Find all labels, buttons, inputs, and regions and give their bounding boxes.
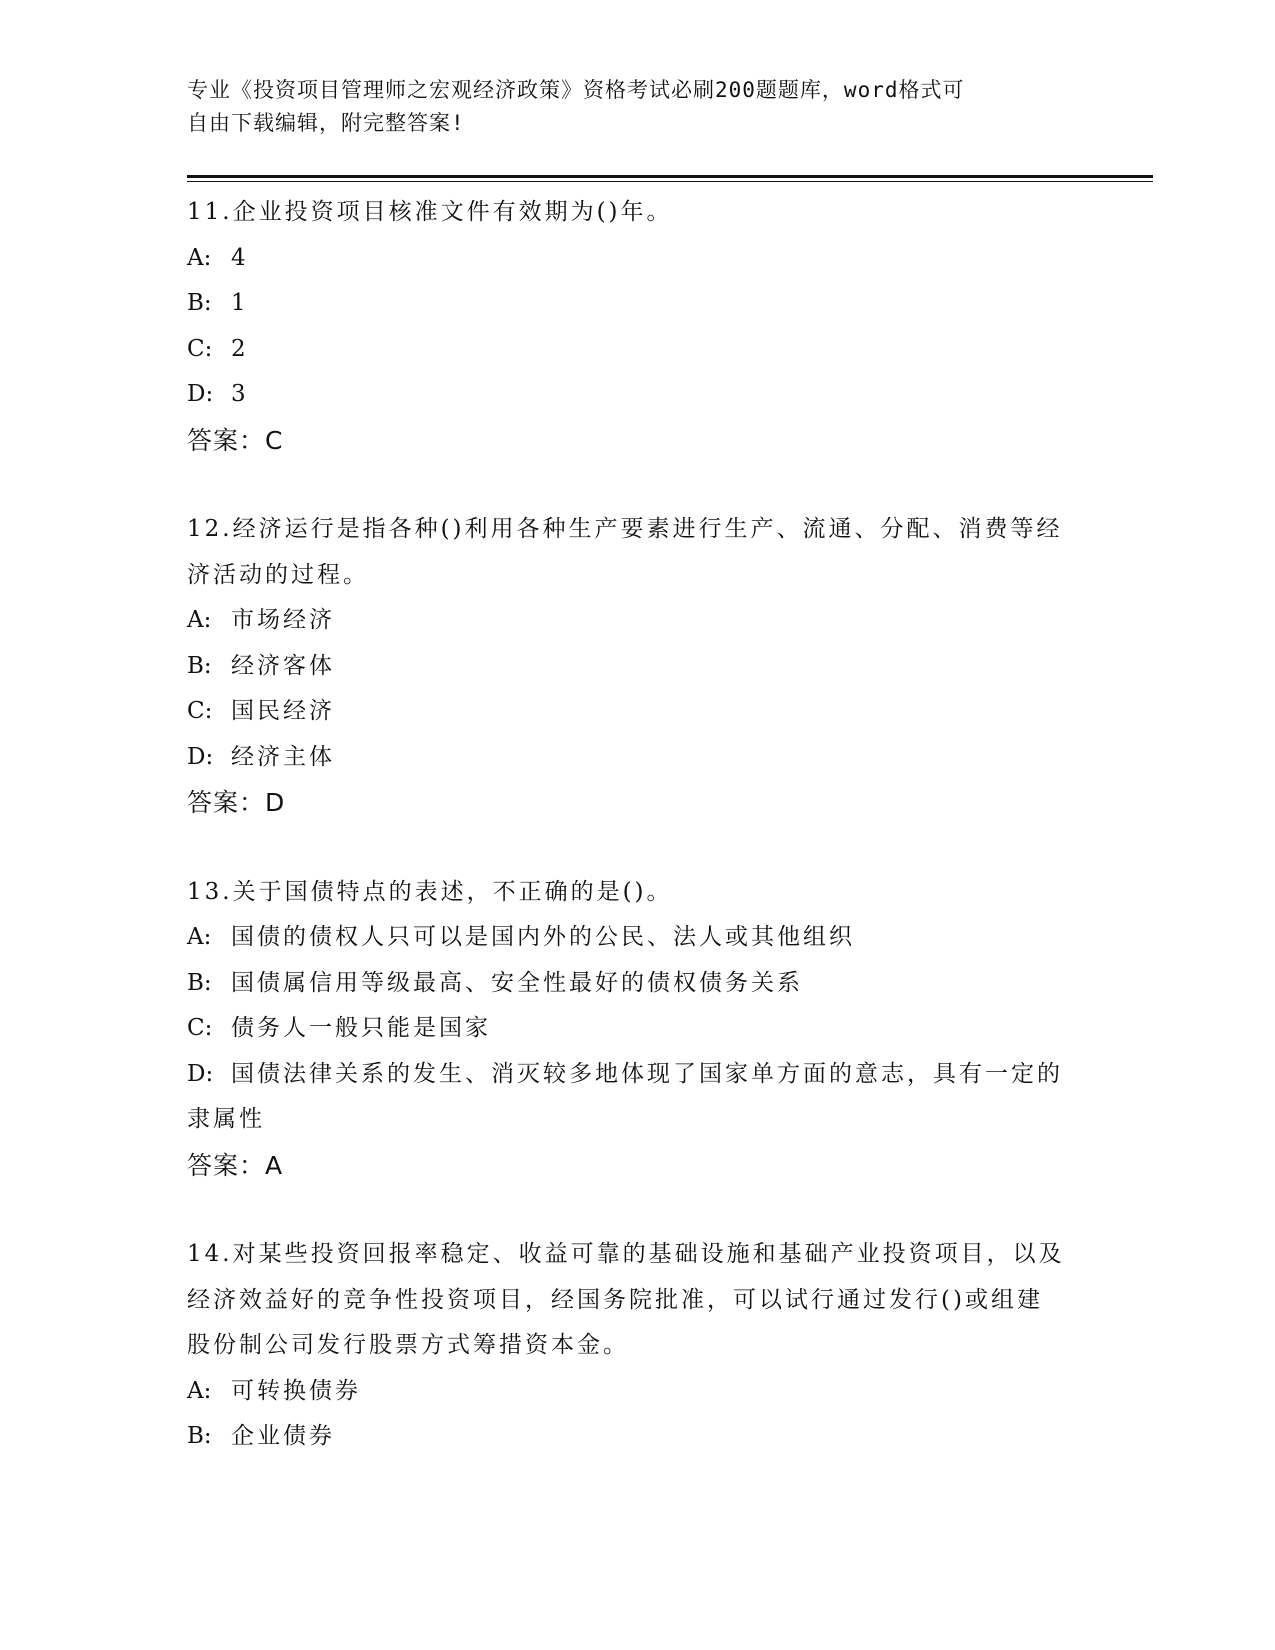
option-b (187, 281, 1067, 327)
answer-line: 答案：C (187, 425, 284, 455)
header-line-1: 专业《投资项目管理师之宏观经济政策》资格考试必刷200题题库，word格式可 (187, 78, 965, 102)
option-text: 国债属信用等级最高、安全性最好的债权债务关系 (231, 969, 803, 996)
option-text: 4 (231, 244, 249, 271)
option-key: A: (187, 924, 212, 950)
question-11 (187, 190, 1067, 463)
option-key: D: (187, 1060, 214, 1087)
question-stem: 14.对某些投资回报率稳定、收益可靠的基础设施和基础产业投资项目，以及经济效益好的竞争性投资项目，经国务院批准，可以试行通过发行()或组建股份制公司发行股票方式筹措资本金。 (187, 1241, 1065, 1358)
option-key: C: (187, 335, 213, 362)
option-key: A: (187, 244, 212, 271)
option-b (187, 1414, 1067, 1460)
answer-line: 答案：D (187, 788, 286, 817)
option-c (187, 327, 1067, 373)
option-text: 经济主体 (231, 743, 335, 770)
option-key: C: (187, 698, 213, 724)
option-a (187, 1369, 1067, 1415)
question-stem: 11.企业投资项目核准文件有效期为()年。 (187, 199, 673, 225)
option-text: 债务人一般只能是国家 (231, 1015, 491, 1041)
option-text: 2 (231, 335, 249, 362)
option-d (187, 1052, 1067, 1143)
option-text: 经济客体 (231, 652, 335, 679)
question-stem: 13.关于国债特点的表述，不正确的是()。 (187, 878, 673, 905)
option-a (187, 598, 1067, 644)
option-key: B: (187, 652, 212, 679)
option-key: D: (187, 381, 214, 407)
option-text: 可转换债券 (231, 1377, 361, 1404)
option-c (187, 1006, 1067, 1052)
option-key: B: (187, 969, 212, 996)
option-text: 国债的债权人只可以是国内外的公民、法人或其他组织 (231, 924, 855, 950)
option-key: A: (187, 607, 212, 633)
question-12 (187, 507, 1067, 826)
option-d (187, 372, 1067, 418)
option-a (187, 236, 1067, 282)
question-list (187, 190, 1067, 1504)
option-key: B: (187, 1423, 212, 1449)
question-13 (187, 870, 1067, 1189)
question-14 (187, 1232, 1067, 1460)
answer-line: 答案：A (187, 1150, 284, 1180)
document-header (187, 74, 1067, 140)
option-text: 国民经济 (231, 698, 335, 724)
option-key: C: (187, 1015, 213, 1041)
option-text: 企业债券 (231, 1423, 335, 1449)
option-text: 3 (231, 381, 249, 407)
option-d (187, 735, 1067, 781)
option-a (187, 915, 1067, 961)
option-c (187, 689, 1067, 735)
option-key: B: (187, 290, 212, 316)
option-text: 1 (231, 290, 249, 316)
option-text: 国债法律关系的发生、消灭较多地体现了国家单方面的意志，具有一定的隶属性 (187, 1060, 1063, 1132)
header-rule-thin (187, 181, 1153, 182)
option-b (187, 961, 1067, 1007)
header-line-2: 自由下载编辑，附完整答案! (187, 111, 465, 135)
question-stem: 12.经济运行是指各种()利用各种生产要素进行生产、流通、分配、消费等经济活动的过程。 (187, 516, 1063, 588)
option-text: 市场经济 (231, 607, 335, 633)
option-key: A: (187, 1377, 212, 1404)
option-b (187, 644, 1067, 690)
header-rule-thick (187, 175, 1153, 178)
option-key: D: (187, 743, 214, 770)
